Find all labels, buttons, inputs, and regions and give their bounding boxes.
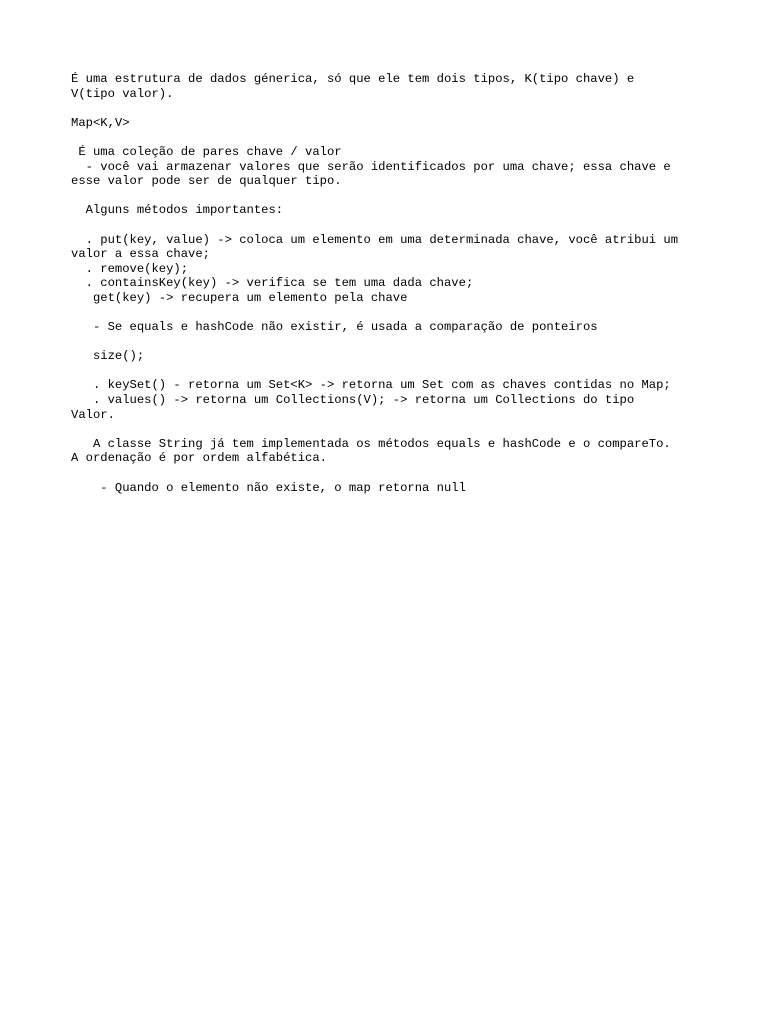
text-line: . put(key, value) -> coloca um elemento em uma determinada chave, você atribui um [71, 232, 679, 247]
text-line: Map<K,V> [71, 115, 130, 130]
text-line: valor a essa chave; [71, 247, 210, 262]
document-page [71, 72, 711, 495]
text-line [71, 335, 711, 350]
text-line: - Se equals e hashCode não existir, é usada a comparação de ponteiros [71, 320, 598, 335]
text-line: . values() -> retorna um Collections(V); -> retorna um Collections do tipo [71, 393, 635, 408]
text-line: É uma coleção de pares chave / valor [71, 144, 342, 159]
text-line: A ordenação é por ordem alfabética. [71, 451, 327, 466]
text-line [71, 218, 711, 233]
text-line: - Quando o elemento não existe, o map retorna null [71, 480, 466, 495]
text-line: esse valor pode ser de qualquer tipo. [71, 174, 342, 189]
text-line: V(tipo valor). [71, 86, 174, 101]
text-line [71, 466, 711, 481]
text-line: . keySet() - retorna um Set<K> -> retorna um Set com as chaves contidas no Map; [71, 378, 671, 393]
text-line: . containsKey(key) -> verifica se tem uma dada chave; [71, 276, 474, 291]
text-line [71, 101, 711, 116]
text-line: É uma estrutura de dados génerica, só que ele tem dois tipos, K(tipo chave) e [71, 72, 635, 86]
text-line: A classe String já tem implementada os métodos equals e hashCode e o compareTo. [71, 436, 671, 451]
text-line [71, 130, 711, 145]
text-line: size(); [71, 349, 145, 364]
text-line: Valor. [71, 407, 115, 422]
text-line: Alguns métodos importantes: [71, 203, 284, 218]
text-line [71, 306, 711, 321]
text-line: - você vai armazenar valores que serão identificados por uma chave; essa chave e [71, 159, 671, 174]
text-line: get(key) -> recupera um elemento pela chave [71, 290, 408, 305]
text-line [71, 189, 711, 204]
text-line: . remove(key); [71, 261, 189, 276]
text-line [71, 364, 711, 379]
text-line [71, 422, 711, 437]
